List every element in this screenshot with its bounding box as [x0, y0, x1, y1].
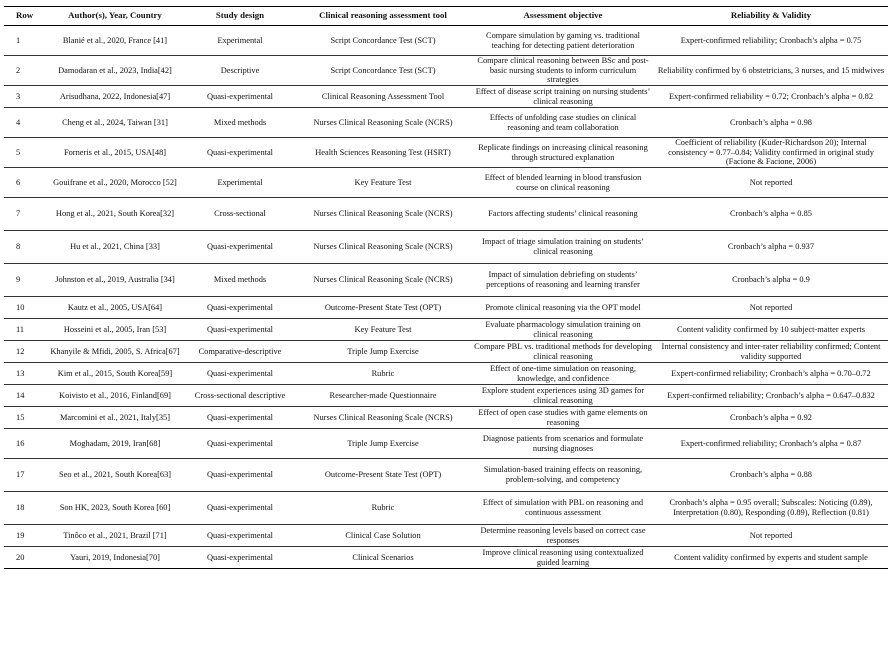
table-row [4, 26, 888, 56]
cell-assessment-objective: Impact of triage simulation training on students’ clinical reasoning [472, 231, 654, 264]
cell-assessment-tool: Outcome-Present State Test (OPT) [294, 297, 472, 319]
table-row [4, 459, 888, 492]
cell-study-design: Quasi-experimental [186, 319, 294, 341]
table-row [4, 525, 888, 547]
cell-assessment-tool: Triple Jump Exercise [294, 429, 472, 459]
header-assessment-tool: Clinical reasoning assessment tool [294, 7, 472, 26]
cell-authors: Koivisto et al., 2016, Finland[69] [44, 385, 186, 407]
cell-assessment-tool: Clinical Reasoning Assessment Tool [294, 86, 472, 108]
cell-assessment-tool: Outcome-Present State Test (OPT) [294, 459, 472, 492]
table-row [4, 56, 888, 86]
cell-reliability-validity: Cronbach’s alpha = 0.85 [654, 198, 888, 231]
cell-assessment-objective: Improve clinical reasoning using contextualized guided learning [472, 547, 654, 569]
cell-assessment-objective: Effects of unfolding case studies on clinical reasoning and team collaboration [472, 108, 654, 138]
cell-reliability-validity: Cronbach’s alpha = 0.98 [654, 108, 888, 138]
cell-study-design: Quasi-experimental [186, 525, 294, 547]
cell-assessment-objective: Compare clinical reasoning between BSc and post-basic nursing students to inform curriculum strategies [472, 56, 654, 86]
table-row [4, 341, 888, 363]
cell-authors: Gouifrane et al., 2020, Morocco [52] [44, 168, 186, 198]
cell-reliability-validity: Cronbach’s alpha = 0.937 [654, 231, 888, 264]
cell-reliability-validity: Expert-confirmed reliability = 0.72; Cronbach’s alpha = 0.82 [654, 86, 888, 108]
cell-assessment-tool: Rubric [294, 363, 472, 385]
cell-assessment-objective: Diagnose patients from scenarios and formulate nursing diagnoses [472, 429, 654, 459]
cell-reliability-validity: Not reported [654, 297, 888, 319]
cell-reliability-validity: Cronbach’s alpha = 0.88 [654, 459, 888, 492]
cell-row-number: 11 [4, 319, 44, 341]
cell-study-design: Cross-sectional [186, 198, 294, 231]
cell-study-design: Quasi-experimental [186, 407, 294, 429]
cell-reliability-validity: Content validity confirmed by experts and student sample [654, 547, 888, 569]
header-row [4, 7, 888, 26]
cell-reliability-validity: Cronbach’s alpha = 0.92 [654, 407, 888, 429]
cell-reliability-validity: Cronbach’s alpha = 0.9 [654, 264, 888, 297]
cell-assessment-tool: Triple Jump Exercise [294, 341, 472, 363]
cell-authors: Forneris et al., 2015, USA[48] [44, 138, 186, 168]
cell-reliability-validity: Not reported [654, 525, 888, 547]
cell-study-design: Experimental [186, 168, 294, 198]
cell-assessment-objective: Effect of disease script training on nursing students’ clinical reasoning [472, 86, 654, 108]
header-authors: Author(s), Year, Country [44, 7, 186, 26]
cell-authors: Blanié et al., 2020, France [41] [44, 26, 186, 56]
cell-row-number: 16 [4, 429, 44, 459]
cell-row-number: 7 [4, 198, 44, 231]
table-row [4, 231, 888, 264]
table-row [4, 492, 888, 525]
cell-authors: Hosseini et al., 2005, Iran [53] [44, 319, 186, 341]
cell-study-design: Mixed methods [186, 108, 294, 138]
cell-row-number: 3 [4, 86, 44, 108]
cell-assessment-tool: Key Feature Test [294, 319, 472, 341]
cell-row-number: 14 [4, 385, 44, 407]
cell-reliability-validity: Cronbach’s alpha = 0.95 overall; Subscales: Noticing (0.89), Interpretation (0.80), Responding (0.89), Reflection (0.81) [654, 492, 888, 525]
cell-row-number: 4 [4, 108, 44, 138]
cell-authors: Kautz et al., 2005, USA[64] [44, 297, 186, 319]
table-row [4, 429, 888, 459]
cell-study-design: Comparative-descriptive [186, 341, 294, 363]
cell-assessment-tool: Nurses Clinical Reasoning Scale (NCRS) [294, 198, 472, 231]
table-row [4, 297, 888, 319]
cell-row-number: 20 [4, 547, 44, 569]
cell-authors: Kim et al., 2015, South Korea[59] [44, 363, 186, 385]
cell-assessment-tool: Script Concordance Test (SCT) [294, 26, 472, 56]
cell-row-number: 2 [4, 56, 44, 86]
cell-reliability-validity: Not reported [654, 168, 888, 198]
table-row [4, 319, 888, 341]
cell-study-design: Experimental [186, 26, 294, 56]
cell-authors: Tinôco et al., 2021, Brazil [71] [44, 525, 186, 547]
cell-authors: Hong et al., 2021, South Korea[32] [44, 198, 186, 231]
table-row [4, 138, 888, 168]
cell-study-design: Descriptive [186, 56, 294, 86]
cell-row-number: 9 [4, 264, 44, 297]
cell-assessment-tool: Script Concordance Test (SCT) [294, 56, 472, 86]
table-row [4, 108, 888, 138]
cell-assessment-objective: Evaluate pharmacology simulation training on clinical reasoning [472, 319, 654, 341]
cell-row-number: 12 [4, 341, 44, 363]
cell-assessment-objective: Replicate findings on increasing clinical reasoning through structured explanation [472, 138, 654, 168]
cell-assessment-tool: Nurses Clinical Reasoning Scale (NCRS) [294, 108, 472, 138]
cell-assessment-objective: Effect of simulation with PBL on reasoning and continuous assessment [472, 492, 654, 525]
cell-assessment-objective: Compare PBL vs. traditional methods for developing clinical reasoning [472, 341, 654, 363]
cell-study-design: Quasi-experimental [186, 86, 294, 108]
cell-authors: Yauri, 2019, Indonesia[70] [44, 547, 186, 569]
table-body [4, 26, 888, 569]
cell-assessment-tool: Nurses Clinical Reasoning Scale (NCRS) [294, 264, 472, 297]
cell-study-design: Mixed methods [186, 264, 294, 297]
cell-row-number: 13 [4, 363, 44, 385]
table-row [4, 407, 888, 429]
cell-authors: Hu et al., 2021, China [33] [44, 231, 186, 264]
cell-authors: Son HK, 2023, South Korea [60] [44, 492, 186, 525]
cell-authors: Cheng et al., 2024, Taiwan [31] [44, 108, 186, 138]
header-reliability-validity: Reliability & Validity [654, 7, 888, 26]
cell-assessment-objective: Compare simulation by gaming vs. traditional teaching for detecting patient deterioration [472, 26, 654, 56]
cell-reliability-validity: Internal consistency and inter-rater reliability confirmed; Content validity supported [654, 341, 888, 363]
cell-assessment-objective: Effect of open case studies with game elements on reasoning [472, 407, 654, 429]
table-row [4, 547, 888, 569]
table-row [4, 86, 888, 108]
cell-authors: Seo et al., 2021, South Korea[63] [44, 459, 186, 492]
cell-assessment-tool: Clinical Case Solution [294, 525, 472, 547]
table-row [4, 385, 888, 407]
cell-assessment-tool: Rubric [294, 492, 472, 525]
cell-study-design: Quasi-experimental [186, 547, 294, 569]
cell-study-design: Quasi-experimental [186, 459, 294, 492]
cell-assessment-objective: Effect of blended learning in blood transfusion course on clinical reasoning [472, 168, 654, 198]
cell-row-number: 6 [4, 168, 44, 198]
header-row-number: Row [4, 7, 44, 26]
table-row [4, 363, 888, 385]
cell-authors: Moghadam, 2019, Iran[68] [44, 429, 186, 459]
cell-reliability-validity: Expert-confirmed reliability; Cronbach’s alpha = 0.75 [654, 26, 888, 56]
cell-assessment-objective: Explore student experiences using 3D games for clinical reasoning [472, 385, 654, 407]
cell-study-design: Cross-sectional descriptive [186, 385, 294, 407]
cell-assessment-tool: Researcher-made Questionnaire [294, 385, 472, 407]
cell-authors: Arisudhana, 2022, Indonesia[47] [44, 86, 186, 108]
cell-row-number: 10 [4, 297, 44, 319]
header-assessment-objective: Assessment objective [472, 7, 654, 26]
cell-study-design: Quasi-experimental [186, 429, 294, 459]
table-row [4, 264, 888, 297]
cell-reliability-validity: Expert-confirmed reliability; Cronbach’s alpha = 0.87 [654, 429, 888, 459]
cell-assessment-objective: Impact of simulation debriefing on students’ perceptions of reasoning and learning transfer [472, 264, 654, 297]
cell-row-number: 8 [4, 231, 44, 264]
cell-assessment-objective: Effect of one-time simulation on reasoning, knowledge, and confidence [472, 363, 654, 385]
table-row [4, 168, 888, 198]
cell-assessment-objective: Determine reasoning levels based on correct case responses [472, 525, 654, 547]
cell-assessment-tool: Clinical Scenarios [294, 547, 472, 569]
cell-row-number: 15 [4, 407, 44, 429]
cell-assessment-objective: Simulation-based training effects on reasoning, problem-solving, and competency [472, 459, 654, 492]
cell-row-number: 5 [4, 138, 44, 168]
cell-study-design: Quasi-experimental [186, 297, 294, 319]
cell-row-number: 17 [4, 459, 44, 492]
cell-study-design: Quasi-experimental [186, 363, 294, 385]
header-study-design: Study design [186, 7, 294, 26]
cell-study-design: Quasi-experimental [186, 492, 294, 525]
cell-reliability-validity: Expert-confirmed reliability; Cronbach’s alpha = 0.70–0.72 [654, 363, 888, 385]
cell-reliability-validity: Coefficient of reliability (Kuder-Richardson 20); Internal consistency = 0.77–0.84; Validity confirmed in original study (Facione & Facione, 2006) [654, 138, 888, 168]
cell-row-number: 18 [4, 492, 44, 525]
cell-assessment-tool: Key Feature Test [294, 168, 472, 198]
cell-assessment-tool: Nurses Clinical Reasoning Scale (NCRS) [294, 231, 472, 264]
table-row [4, 198, 888, 231]
cell-reliability-validity: Reliability confirmed by 6 obstetricians, 3 nurses, and 15 midwives [654, 56, 888, 86]
cell-row-number: 1 [4, 26, 44, 56]
studies-table [4, 6, 888, 569]
cell-reliability-validity: Expert-confirmed reliability; Cronbach’s alpha = 0.647–0.832 [654, 385, 888, 407]
cell-study-design: Quasi-experimental [186, 138, 294, 168]
cell-authors: Khanyile & Mfidi, 2005, S. Africa[67] [44, 341, 186, 363]
cell-authors: Damodaran et al., 2023, India[42] [44, 56, 186, 86]
cell-assessment-objective: Factors affecting students’ clinical reasoning [472, 198, 654, 231]
cell-row-number: 19 [4, 525, 44, 547]
cell-authors: Marcomini et al., 2021, Italy[35] [44, 407, 186, 429]
cell-study-design: Quasi-experimental [186, 231, 294, 264]
cell-assessment-tool: Nurses Clinical Reasoning Scale (NCRS) [294, 407, 472, 429]
cell-assessment-tool: Health Sciences Reasoning Test (HSRT) [294, 138, 472, 168]
cell-reliability-validity: Content validity confirmed by 10 subject-matter experts [654, 319, 888, 341]
cell-authors: Johnston et al., 2019, Australia [34] [44, 264, 186, 297]
cell-assessment-objective: Promote clinical reasoning via the OPT model [472, 297, 654, 319]
